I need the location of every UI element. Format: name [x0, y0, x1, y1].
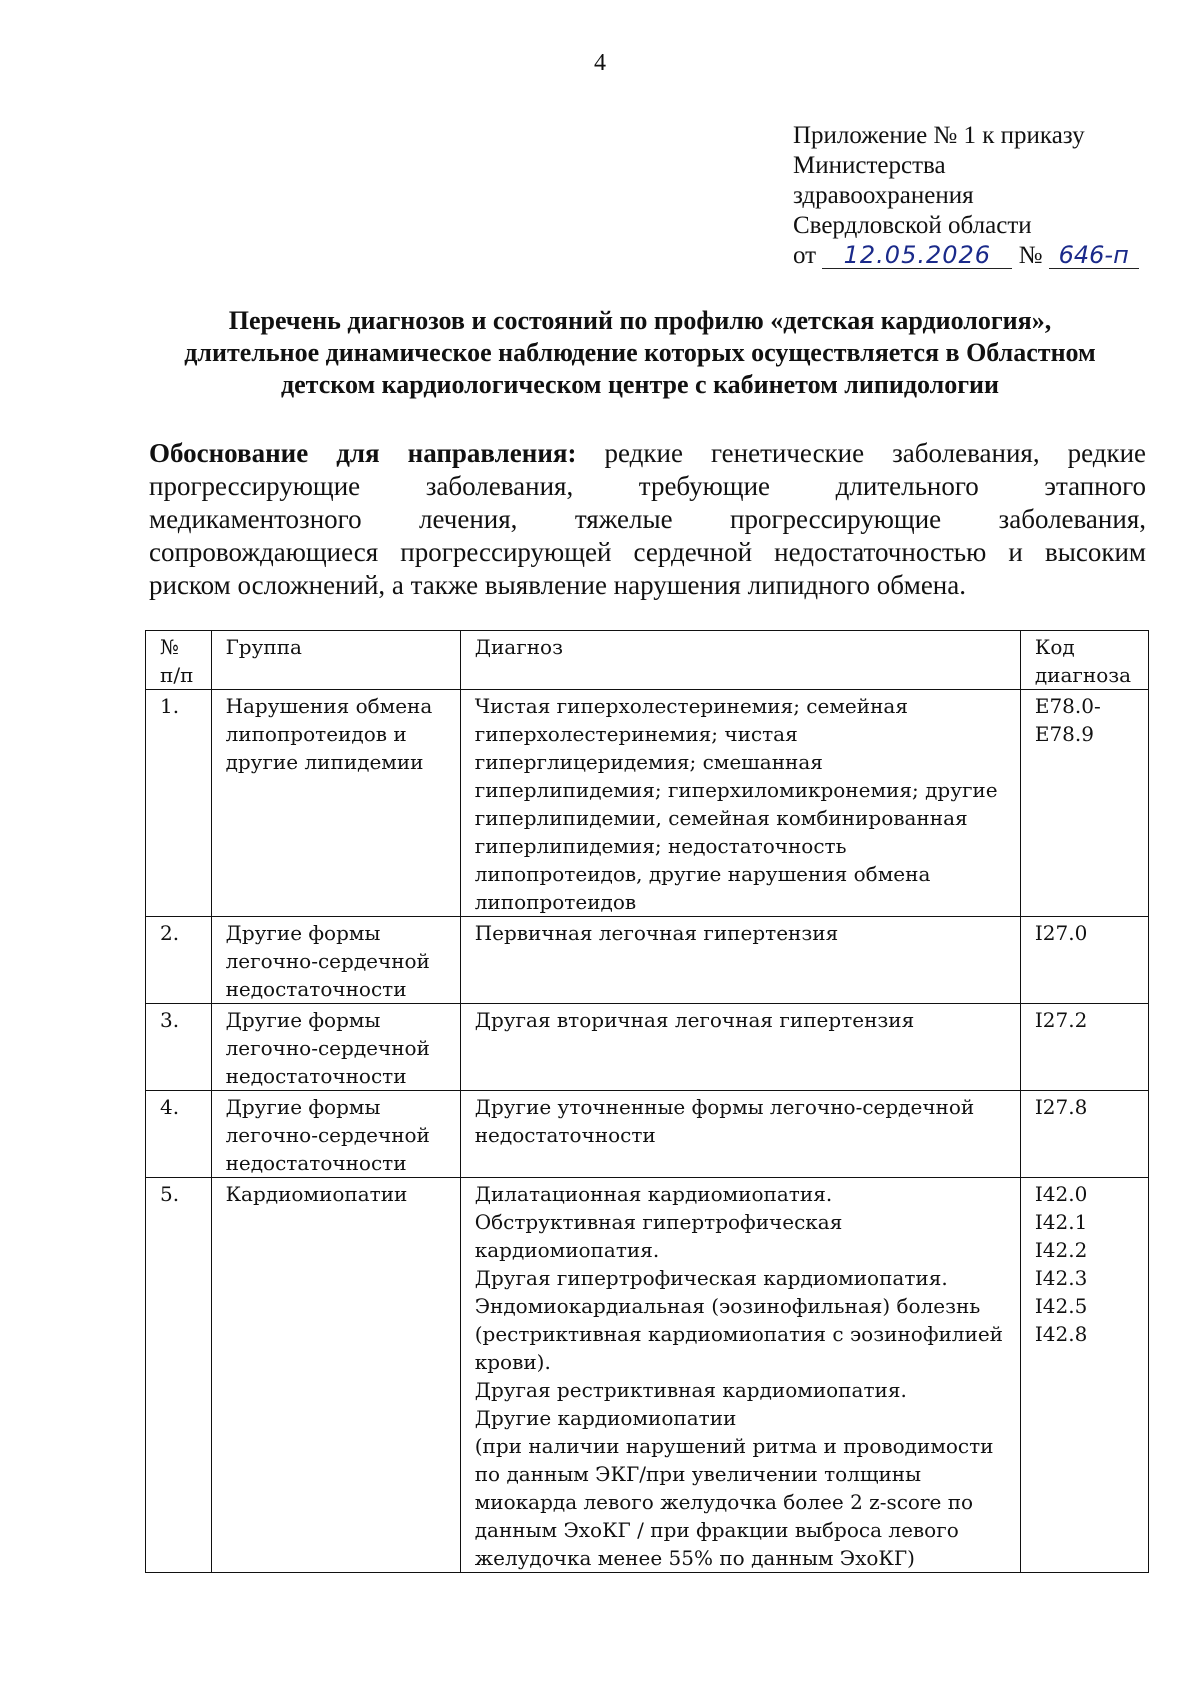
row-diagnosis-line: гиперлипидемии, семейная комбинированная	[474, 806, 968, 830]
table-body	[146, 690, 1149, 1573]
row-group	[211, 1178, 460, 1573]
header-code-line: диагноза	[1034, 663, 1132, 687]
row-diagnosis-line: Другая рестриктивная кардиомиопатия.	[474, 1378, 907, 1402]
order-date-number-line	[793, 241, 1173, 275]
row-diagnosis-line: данным ЭхоКГ / при фракции выброса левого	[474, 1518, 959, 1542]
header-code-line: Код	[1034, 635, 1075, 659]
header-num-line: п/п	[160, 663, 194, 687]
row-code	[1020, 1004, 1148, 1091]
referral-basis-paragraph	[149, 437, 1146, 602]
table-row	[146, 917, 1149, 1004]
table-header-row	[146, 631, 1149, 690]
row-code-line: I42.3	[1034, 1266, 1088, 1290]
row-number	[146, 1004, 212, 1091]
row-group-line: легочно-сердечной	[225, 1036, 430, 1060]
row-number	[146, 917, 212, 1004]
row-diagnosis	[460, 690, 1020, 917]
header-num	[146, 631, 212, 690]
row-diagnosis-line: (рестриктивная кардиомиопатия с эозинофилией	[474, 1322, 1003, 1346]
row-diagnosis-line: желудочка менее 55% по данным ЭхоКГ)	[474, 1546, 915, 1570]
row-group-line: недостаточности	[225, 977, 407, 1001]
title-line: длительное динамическое наблюдение которых осуществляется в Областном	[184, 338, 1096, 367]
row-diagnosis-line: Другие кардиомиопатии	[474, 1406, 737, 1430]
row-number-line: 1.	[160, 694, 180, 718]
row-number	[146, 1091, 212, 1178]
appendix-block	[793, 121, 1173, 275]
row-code-line: I42.5	[1034, 1294, 1088, 1318]
page-number: 4	[594, 50, 606, 76]
row-group-line: Кардиомиопатии	[225, 1182, 408, 1206]
table-row	[146, 1178, 1149, 1573]
row-number-line: 5.	[160, 1182, 180, 1206]
header-diagnosis-label: Диагноз	[474, 635, 563, 659]
row-number	[146, 1178, 212, 1573]
row-diagnosis-line: липопротеидов, другие нарушения обмена	[474, 862, 931, 886]
header-code	[1020, 631, 1148, 690]
row-diagnosis-line: Другие уточненные формы легочно-сердечной	[474, 1095, 975, 1119]
row-group-line: Другие формы	[225, 1008, 381, 1032]
handwritten-order-date: 12.05.2026	[822, 242, 1012, 269]
header-num-line: №	[160, 635, 179, 659]
row-diagnosis-line: гиперлипидемия; гиперхиломикронемия; другие	[474, 778, 998, 802]
row-group-line: недостаточности	[225, 1151, 407, 1175]
number-label: №	[1018, 242, 1043, 269]
appendix-line: Свердловской области	[793, 212, 1032, 239]
row-group	[211, 1004, 460, 1091]
header-group-label: Группа	[225, 635, 302, 659]
basis-text: редкие генетические заболевания, редкие	[576, 438, 1147, 468]
row-group-line: недостаточности	[225, 1064, 407, 1088]
row-code-line: E78.0-	[1034, 694, 1101, 718]
row-diagnosis-line: недостаточности	[474, 1123, 656, 1147]
row-diagnosis-line: Другая вторичная легочная гипертензия	[474, 1008, 915, 1032]
row-diagnosis-line: Дилатационная кардиомиопатия.	[474, 1182, 833, 1206]
diagnosis-table	[145, 630, 1149, 1573]
basis-lead: Обоснование для направления:	[149, 438, 577, 468]
row-group-line: Нарушения обмена	[225, 694, 433, 718]
row-code-line: I42.2	[1034, 1238, 1088, 1262]
appendix-line: здравоохранения	[793, 182, 974, 209]
table-row	[146, 1004, 1149, 1091]
row-group	[211, 917, 460, 1004]
row-group-line: Другие формы	[225, 921, 381, 945]
row-diagnosis-line: по данным ЭКГ/при увеличении толщины	[474, 1462, 922, 1486]
row-diagnosis-line: Чистая гиперхолестеринемия; семейная	[474, 694, 908, 718]
row-diagnosis	[460, 1178, 1020, 1573]
row-diagnosis-line: Другая гипертрофическая кардиомиопатия.	[474, 1266, 948, 1290]
row-diagnosis	[460, 917, 1020, 1004]
row-diagnosis-line: (при наличии нарушений ритма и проводимости	[474, 1434, 994, 1458]
row-group-line: липопротеидов и	[225, 722, 407, 746]
title-line: детском кардиологическом центре с кабинетом липидологии	[280, 370, 999, 399]
table-row	[146, 690, 1149, 917]
row-number-line: 3.	[160, 1008, 180, 1032]
from-label: от	[793, 242, 817, 269]
row-diagnosis-line: миокарда левого желудочка более 2 z-score по	[474, 1490, 974, 1514]
document-title	[140, 305, 1140, 401]
row-diagnosis-line: липопротеидов	[474, 890, 637, 914]
title-line: Перечень диагнозов и состояний по профилю «детская кардиология»,	[228, 306, 1052, 335]
row-diagnosis	[460, 1004, 1020, 1091]
row-diagnosis-line: Эндомиокардиальная (эозинофильная) болезнь	[474, 1294, 981, 1318]
basis-line: прогрессирующие заболевания, требующие длительного этапного	[149, 471, 1146, 501]
row-group-line: легочно-сердечной	[225, 1123, 430, 1147]
row-number	[146, 690, 212, 917]
row-group-line: другие липидемии	[225, 750, 424, 774]
basis-line	[149, 437, 1146, 470]
row-code-line: I27.0	[1034, 921, 1088, 945]
row-code-line: I27.2	[1034, 1008, 1088, 1032]
row-diagnosis-line: гиперлипидемия; недостаточность	[474, 834, 847, 858]
row-group-line: Другие формы	[225, 1095, 381, 1119]
basis-line: риском осложнений, а также выявление нарушения липидного обмена.	[149, 570, 966, 600]
row-code	[1020, 1178, 1148, 1573]
row-diagnosis-line: крови).	[474, 1350, 551, 1374]
row-number-line: 4.	[160, 1095, 180, 1119]
row-code-line: I42.8	[1034, 1322, 1088, 1346]
row-diagnosis-line: гиперхолестеринемия; чистая	[474, 722, 798, 746]
row-group-line: легочно-сердечной	[225, 949, 430, 973]
basis-line: сопровождающиеся прогрессирующей сердечной недостаточностью и высоким	[149, 537, 1146, 567]
row-code-line: E78.9	[1034, 722, 1094, 746]
row-code	[1020, 1091, 1148, 1178]
basis-line: медикаментозного лечения, тяжелые прогрессирующие заболевания,	[149, 504, 1146, 534]
row-code-line: I27.8	[1034, 1095, 1088, 1119]
row-code	[1020, 690, 1148, 917]
row-diagnosis-line: кардиомиопатия.	[474, 1238, 660, 1262]
row-diagnosis	[460, 1091, 1020, 1178]
row-code-line: I42.1	[1034, 1210, 1088, 1234]
appendix-line: Министерства	[793, 152, 946, 179]
row-diagnosis-line: гиперглицеридемия; смешанная	[474, 750, 823, 774]
row-code	[1020, 917, 1148, 1004]
row-group	[211, 1091, 460, 1178]
table-row	[146, 1091, 1149, 1178]
handwritten-order-number: 646-п	[1049, 242, 1139, 269]
row-number-line: 2.	[160, 921, 180, 945]
header-diagnosis	[460, 631, 1020, 690]
header-group	[211, 631, 460, 690]
row-diagnosis-line: Первичная легочная гипертензия	[474, 921, 839, 945]
row-diagnosis-line: Обструктивная гипертрофическая	[474, 1210, 843, 1234]
row-code-line: I42.0	[1034, 1182, 1088, 1206]
row-group	[211, 690, 460, 917]
appendix-line: Приложение № 1 к приказу	[793, 122, 1085, 149]
